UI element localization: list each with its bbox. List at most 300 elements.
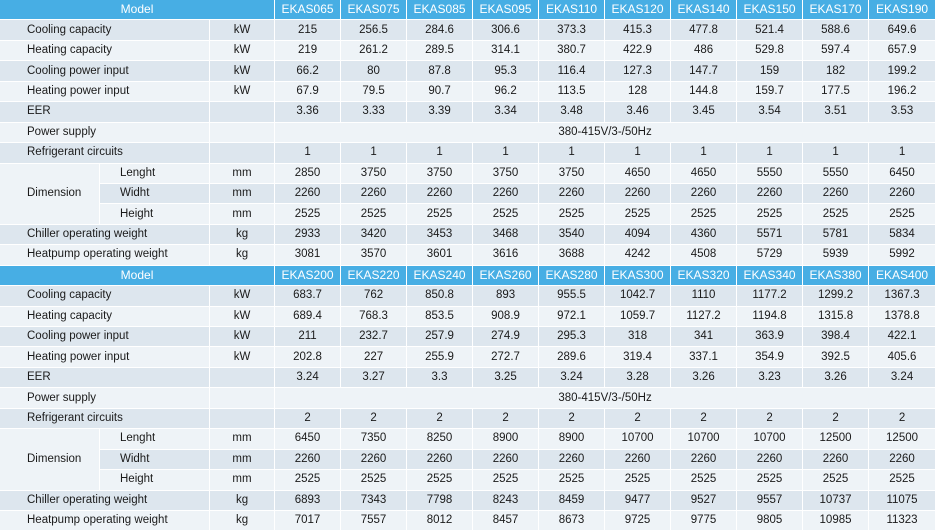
spec-value: 2 [473,409,539,429]
spec-value: 2525 [275,204,341,224]
spec-value: 529.8 [737,41,803,61]
spec-value: 2525 [737,470,803,490]
spec-value: 289.5 [407,41,473,61]
spec-label: Chiller operating weight [0,225,210,245]
spec-value: 95.3 [473,61,539,81]
spec-value: 354.9 [737,347,803,367]
spec-unit: kW [210,347,275,367]
spec-value: 1127.2 [671,307,737,327]
model-name: EKAS380 [803,266,869,286]
spec-row-eer [0,368,935,388]
spec-value: 10985 [803,511,869,531]
spec-value: 87.8 [407,61,473,81]
spec-value: 9805 [737,511,803,531]
spec-value: 2260 [803,184,869,204]
spec-value: 3688 [539,245,605,265]
spec-value: 9477 [605,491,671,511]
spec-value: 127.3 [605,61,671,81]
spec-value: 4360 [671,225,737,245]
spec-value: 116.4 [539,61,605,81]
spec-value: 3.26 [671,368,737,388]
dimension-sub-label: Lenght [100,164,210,184]
spec-value: 1 [605,143,671,163]
spec-value: 1 [671,143,737,163]
spec-value: 657.9 [869,41,935,61]
spec-value: 2525 [737,204,803,224]
spec-row-power-supply [0,388,935,408]
spec-label: Cooling capacity [0,286,210,306]
spec-value: 257.9 [407,327,473,347]
spec-value: 2525 [605,470,671,490]
spec-value: 2525 [803,470,869,490]
dimension-sub-label: Height [100,470,210,490]
spec-value: 3.34 [473,102,539,122]
spec-value: 11075 [869,491,935,511]
spec-label: Chiller operating weight [0,491,210,511]
spec-value: 3468 [473,225,539,245]
spec-value: 2260 [341,184,407,204]
spec-unit: kg [210,491,275,511]
model-name: EKAS400 [869,266,935,286]
spec-value: 3.36 [275,102,341,122]
spec-value: 2260 [473,184,539,204]
spec-row-cooling-capacity [0,20,935,40]
spec-value: 2850 [275,164,341,184]
spec-value: 8012 [407,511,473,531]
spec-value: 2 [737,409,803,429]
spec-value: 893 [473,286,539,306]
spec-unit: mm [210,184,275,204]
spec-value: 337.1 [671,347,737,367]
spec-row-heatpump-weight [0,511,935,531]
spec-value: 1042.7 [605,286,671,306]
spec-value: 274.9 [473,327,539,347]
spec-value: 3750 [473,164,539,184]
spec-unit: mm [210,204,275,224]
spec-label: Cooling capacity [0,20,210,40]
spec-value: 3.25 [473,368,539,388]
spec-value: 2260 [539,450,605,470]
spec-value: 2525 [803,204,869,224]
spec-value: 5571 [737,225,803,245]
spec-value: 255.9 [407,347,473,367]
spec-value: 5550 [803,164,869,184]
spec-value: 4242 [605,245,671,265]
spec-value: 3616 [473,245,539,265]
spec-value: 2525 [341,470,407,490]
spec-row-chiller-weight [0,491,935,511]
spec-value: 2260 [539,184,605,204]
spec-value: 853.5 [407,307,473,327]
spec-value: 8900 [539,429,605,449]
dimension-sub-label: Height [100,204,210,224]
model-name: EKAS280 [539,266,605,286]
spec-value: 597.4 [803,41,869,61]
spec-row-refrigerant-circuits [0,409,935,429]
spec-value: 7557 [341,511,407,531]
spec-unit: kW [210,286,275,306]
model-name: EKAS075 [341,0,407,20]
spec-value: 3750 [539,164,605,184]
spec-label: Heatpump operating weight [0,511,210,531]
spec-value: 66.2 [275,61,341,81]
spec-value: 10700 [671,429,737,449]
spec-value: 2260 [869,184,935,204]
spec-value: 3420 [341,225,407,245]
spec-value: 2525 [473,204,539,224]
spec-value: 3.26 [803,368,869,388]
spec-value: 3.53 [869,102,935,122]
spec-label: EER [0,102,210,122]
spec-value: 3.39 [407,102,473,122]
spec-value: 1378.8 [869,307,935,327]
spec-value: 2933 [275,225,341,245]
spec-row-length [0,164,935,184]
model-name: EKAS320 [671,266,737,286]
spec-value: 9527 [671,491,737,511]
spec-value: 7350 [341,429,407,449]
spec-value: 113.5 [539,82,605,102]
spec-value: 908.9 [473,307,539,327]
spec-value: 2260 [605,184,671,204]
spec-value: 202.8 [275,347,341,367]
spec-value: 314.1 [473,41,539,61]
spec-unit: mm [210,164,275,184]
spec-value: 2 [341,409,407,429]
spec-value: 12500 [869,429,935,449]
spec-value: 4508 [671,245,737,265]
spec-value: 159 [737,61,803,81]
spec-unit: kW [210,41,275,61]
spec-value: 6893 [275,491,341,511]
spec-value: 2260 [671,184,737,204]
spec-value: 1367.3 [869,286,935,306]
spec-value: 289.6 [539,347,605,367]
spec-value: 6450 [275,429,341,449]
spec-value: 2260 [737,450,803,470]
spec-value: 196.2 [869,82,935,102]
spec-row-height [0,470,935,490]
spec-unit: kW [210,327,275,347]
spec-value: 5729 [737,245,803,265]
model-name: EKAS300 [605,266,671,286]
spec-value: 144.8 [671,82,737,102]
spec-row-refrigerant-circuits [0,143,935,163]
spec-unit: kW [210,61,275,81]
spec-label: Heating power input [0,82,210,102]
spec-value: 3081 [275,245,341,265]
spec-value: 182 [803,61,869,81]
spec-value: 2260 [341,450,407,470]
spec-value: 295.3 [539,327,605,347]
model-name: EKAS140 [671,0,737,20]
spec-value: 2 [671,409,737,429]
spec-value: 3.27 [341,368,407,388]
spec-value: 2 [803,409,869,429]
spec-value: 8900 [473,429,539,449]
spec-value: 227 [341,347,407,367]
spec-value: 5550 [737,164,803,184]
spec-label: Cooling power input [0,61,210,81]
spec-unit [210,368,275,388]
spec-row-width [0,450,935,470]
model-header-row [0,266,935,286]
spec-unit: mm [210,450,275,470]
spec-value: 3.24 [275,368,341,388]
spec-value: 1 [407,143,473,163]
spec-unit [210,409,275,429]
spec-label: Cooling power input [0,327,210,347]
spec-value: 159.7 [737,82,803,102]
spec-unit: kg [210,225,275,245]
spec-value: 256.5 [341,20,407,40]
spec-value: 2 [869,409,935,429]
spec-value: 1 [473,143,539,163]
spec-value: 392.5 [803,347,869,367]
spec-value: 5834 [869,225,935,245]
model-name: EKAS150 [737,0,803,20]
spec-value: 380.7 [539,41,605,61]
dimension-sub-label: Widht [100,184,210,204]
dimension-sub-label: Widht [100,450,210,470]
spec-row-cooling-capacity [0,286,935,306]
model-name: EKAS200 [275,266,341,286]
spec-value: 2260 [275,450,341,470]
spec-value: 2525 [407,204,473,224]
spec-value: 363.9 [737,327,803,347]
spec-value: 3601 [407,245,473,265]
spec-value: 373.3 [539,20,605,40]
spec-value: 3.46 [605,102,671,122]
spec-value: 2525 [671,470,737,490]
spec-value: 90.7 [407,82,473,102]
spec-value: 1 [803,143,869,163]
spec-value: 2 [605,409,671,429]
model-name: EKAS190 [869,0,935,20]
spec-value: 3.54 [737,102,803,122]
model-name: EKAS110 [539,0,605,20]
spec-value: 284.6 [407,20,473,40]
spec-unit [210,123,275,143]
model-name: EKAS260 [473,266,539,286]
spec-unit: mm [210,429,275,449]
spec-value: 3.51 [803,102,869,122]
spec-value: 2260 [869,450,935,470]
spec-value: 972.1 [539,307,605,327]
model-name: EKAS065 [275,0,341,20]
spec-value: 7017 [275,511,341,531]
spec-value: 398.4 [803,327,869,347]
spec-value: 3570 [341,245,407,265]
spec-value: 3750 [341,164,407,184]
spec-value: 649.6 [869,20,935,40]
spec-value: 9725 [605,511,671,531]
spec-value: 7343 [341,491,407,511]
model-name: EKAS220 [341,266,407,286]
spec-value: 4650 [671,164,737,184]
spec-unit: kW [210,20,275,40]
spec-value: 1059.7 [605,307,671,327]
spec-value: 2525 [671,204,737,224]
spec-unit: kg [210,245,275,265]
spec-value: 67.9 [275,82,341,102]
spec-value: 261.2 [341,41,407,61]
spec-value: 477.8 [671,20,737,40]
spec-value: 850.8 [407,286,473,306]
spec-row-heating-capacity [0,307,935,327]
spec-value: 2260 [473,450,539,470]
spec-row-eer [0,102,935,122]
spec-unit [210,143,275,163]
spec-value: 8673 [539,511,605,531]
spec-value: 1299.2 [803,286,869,306]
spec-value: 2 [275,409,341,429]
spec-value: 80 [341,61,407,81]
spec-value: 3.33 [341,102,407,122]
spec-unit [210,102,275,122]
spec-value: 8459 [539,491,605,511]
spec-value: 7798 [407,491,473,511]
spec-value: 211 [275,327,341,347]
model-name: EKAS085 [407,0,473,20]
spec-label: Refrigerant circuits [0,143,210,163]
spec-value: 2525 [341,204,407,224]
spec-value: 955.5 [539,286,605,306]
spec-value: 1 [539,143,605,163]
spec-value: 318 [605,327,671,347]
spec-value: 2 [539,409,605,429]
spec-value: 319.4 [605,347,671,367]
spec-value: 1315.8 [803,307,869,327]
spec-label: Heating power input [0,347,210,367]
spec-value: 2525 [869,470,935,490]
spec-row-heating-power [0,82,935,102]
spec-unit: mm [210,470,275,490]
power-supply-value: 380-415V/3-/50Hz [275,123,935,143]
dimension-group-label: Dimension [0,164,100,225]
model-name: EKAS170 [803,0,869,20]
spec-row-heating-capacity [0,41,935,61]
spec-unit [210,388,275,408]
spec-row-chiller-weight [0,225,935,245]
spec-row-heatpump-weight [0,245,935,265]
spec-value: 486 [671,41,737,61]
spec-value: 10737 [803,491,869,511]
spec-value: 96.2 [473,82,539,102]
spec-value: 683.7 [275,286,341,306]
spec-label: Power supply [0,123,210,143]
spec-value: 1177.2 [737,286,803,306]
model-name: EKAS240 [407,266,473,286]
spec-value: 5992 [869,245,935,265]
spec-value: 3.45 [671,102,737,122]
spec-label: Heating capacity [0,307,210,327]
spec-value: 341 [671,327,737,347]
spec-value: 689.4 [275,307,341,327]
spec-value: 2260 [407,184,473,204]
spec-value: 6450 [869,164,935,184]
spec-value: 3.28 [605,368,671,388]
spec-value: 147.7 [671,61,737,81]
model-header-label: Model [0,266,275,286]
spec-value: 422.9 [605,41,671,61]
spec-value: 405.6 [869,347,935,367]
spec-unit: kg [210,511,275,531]
spec-value: 306.6 [473,20,539,40]
spec-row-heating-power [0,347,935,367]
spec-row-cooling-power [0,327,935,347]
spec-value: 2260 [275,184,341,204]
spec-value: 1194.8 [737,307,803,327]
spec-label: Power supply [0,388,210,408]
spec-value: 177.5 [803,82,869,102]
model-name: EKAS340 [737,266,803,286]
spec-value: 2525 [605,204,671,224]
spec-value: 2260 [605,450,671,470]
spec-value: 272.7 [473,347,539,367]
model-header-label: Model [0,0,275,20]
spec-value: 79.5 [341,82,407,102]
spec-value: 2525 [473,470,539,490]
spec-value: 11323 [869,511,935,531]
spec-value: 3.23 [737,368,803,388]
spec-row-height [0,204,935,224]
spec-value: 2525 [539,204,605,224]
spec-value: 8243 [473,491,539,511]
model-name: EKAS120 [605,0,671,20]
spec-value: 3540 [539,225,605,245]
spec-value: 3.48 [539,102,605,122]
spec-value: 4650 [605,164,671,184]
spec-value: 5781 [803,225,869,245]
spec-row-length [0,429,935,449]
spec-value: 588.6 [803,20,869,40]
spec-value: 8250 [407,429,473,449]
spec-value: 1 [341,143,407,163]
spec-value: 3.3 [407,368,473,388]
spec-row-width [0,184,935,204]
spec-value: 3.24 [869,368,935,388]
spec-value: 2525 [869,204,935,224]
spec-value: 2525 [407,470,473,490]
model-name: EKAS095 [473,0,539,20]
spec-value: 762 [341,286,407,306]
spec-value: 415.3 [605,20,671,40]
spec-value: 4094 [605,225,671,245]
spec-value: 10700 [605,429,671,449]
spec-label: EER [0,368,210,388]
spec-value: 5939 [803,245,869,265]
spec-row-cooling-power [0,61,935,81]
spec-value: 128 [605,82,671,102]
spec-value: 768.3 [341,307,407,327]
spec-value: 3.24 [539,368,605,388]
spec-value: 2260 [407,450,473,470]
spec-value: 9557 [737,491,803,511]
dimension-sub-label: Lenght [100,429,210,449]
spec-value: 10700 [737,429,803,449]
spec-unit: kW [210,307,275,327]
spec-label: Heatpump operating weight [0,245,210,265]
power-supply-value: 380-415V/3-/50Hz [275,388,935,408]
spec-value: 1 [737,143,803,163]
spec-label: Refrigerant circuits [0,409,210,429]
spec-value: 199.2 [869,61,935,81]
spec-value: 12500 [803,429,869,449]
spec-value: 2 [407,409,473,429]
spec-value: 422.1 [869,327,935,347]
spec-row-power-supply [0,123,935,143]
